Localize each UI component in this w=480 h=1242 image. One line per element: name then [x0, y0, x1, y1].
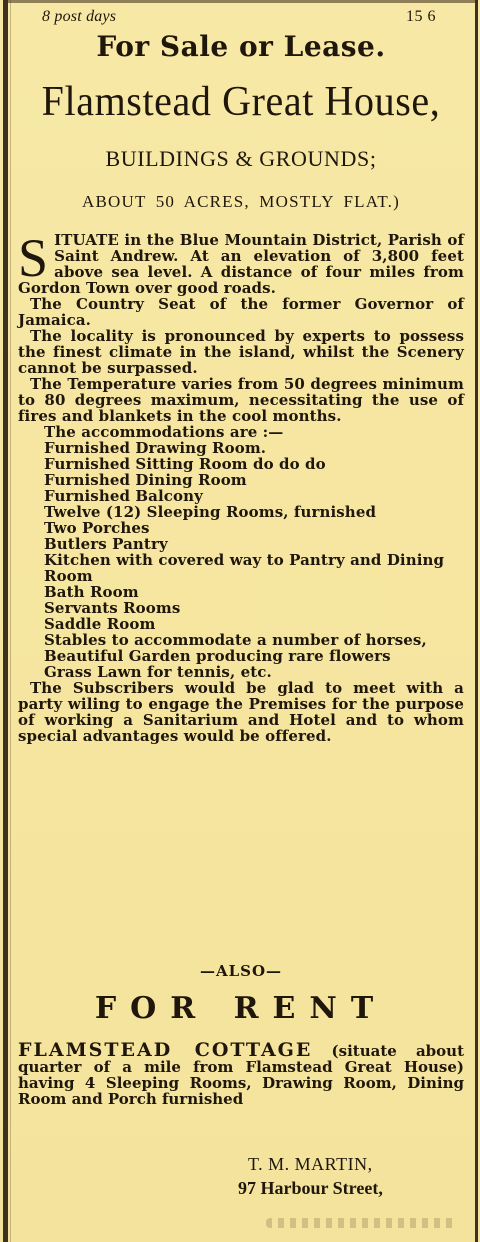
list-item: Kitchen with covered way to Pantry and Dining Room — [44, 551, 445, 585]
list-item: Beautiful Garden producing rare flowers — [44, 647, 391, 665]
list-item: Saddle Room — [44, 615, 156, 633]
list-item: Twelve (12) Sleeping Rooms, furnished — [44, 503, 377, 521]
list-item: Servants Rooms — [44, 599, 181, 617]
headline-for-sale-or-lease: For Sale or Lease. — [96, 30, 386, 63]
headline-flamstead-great-house: Flamstead Great House, — [41, 76, 441, 125]
list-item: Stables to accommodate a number of horses, — [44, 631, 427, 649]
headline-for-rent: FOR RENT — [94, 991, 388, 1026]
right-column-rule — [475, 0, 478, 1242]
paragraph-situate-text: ITUATE in the Blue Mountain District, Parish of Saint Andrew. At an elevation of 3,800 feet above sea level. A distance of four miles from Gordon Town over good roads. — [18, 231, 464, 297]
paragraph-temperature: The Temperature varies from 50 degrees minimum to 80 degrees maximum, necessitating the use of fires and blankets in the cool months. — [18, 375, 464, 425]
cottage-title: FLAMSTEAD COTTAGE — [18, 1039, 313, 1061]
accommodations-intro: The accommodations are :— — [44, 423, 284, 441]
signature-name: T. M. MARTIN, — [248, 1154, 373, 1174]
cottage-paragraph — [18, 1039, 464, 1108]
dropcap: S — [18, 228, 49, 288]
paragraph-locality: The locality is pronounced by experts to possess the finest climate in the island, whilst the Scenery cannot be surpassed. — [18, 327, 464, 377]
print-smudge — [266, 1218, 456, 1228]
paragraph-closing: The Subscribers would be glad to meet with a party wiling to engage the Premises for the purpose of working a Sanitarium and Hotel and to whom special advantages would be offered. — [18, 679, 464, 745]
advertisement-body — [18, 228, 464, 745]
advertisement — [18, 0, 464, 1242]
list-item: Furnished Drawing Room. — [44, 439, 267, 457]
list-item: Bath Room — [44, 583, 139, 601]
list-item: Furnished Balcony — [44, 487, 203, 505]
subheadline-acreage: ABOUT 50 ACRES, MOSTLY FLAT.) — [82, 192, 400, 211]
list-item: Furnished Dining Room — [44, 471, 247, 489]
signature-block — [218, 1152, 438, 1200]
left-column-rule — [3, 0, 8, 1242]
paragraph-country-seat: The Country Seat of the former Governor of Jamaica. — [18, 295, 464, 329]
signature-address: 97 Harbour Street, — [238, 1178, 383, 1198]
left-column-rule-thin — [10, 0, 11, 1242]
subheadline-buildings-grounds: BUILDINGS & GROUNDS; — [105, 146, 377, 171]
cottage-description: (situate about quarter of a mile from Flamstead Great House) having 4 Sleeping Rooms, Drawing Room, Dining Room and Porch furnished — [18, 1042, 464, 1108]
header-left: 8 post days — [42, 8, 117, 25]
list-item: Butlers Pantry — [44, 535, 168, 553]
list-item: Grass Lawn for tennis, etc. — [44, 663, 272, 681]
header-right: 15 6 — [406, 8, 436, 25]
accommodations-list — [18, 424, 464, 680]
paragraph-situate — [18, 228, 464, 297]
list-item: Two Porches — [44, 519, 150, 537]
also-separator: —ALSO— — [199, 962, 283, 980]
list-item: Furnished Sitting Room do do do — [44, 455, 326, 473]
